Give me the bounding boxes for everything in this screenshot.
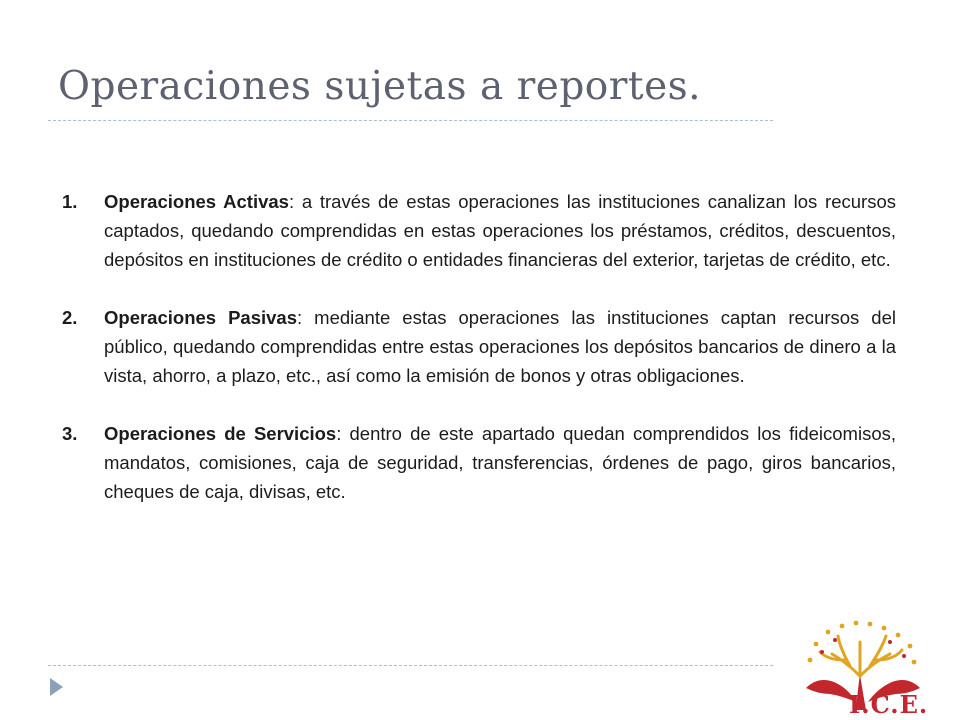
logo-text: I.C.E.	[849, 690, 929, 719]
list-item	[62, 419, 896, 506]
list-item	[62, 303, 896, 390]
slide-title: Operaciones sujetas a reportes.	[58, 64, 702, 109]
item-body	[104, 187, 896, 274]
footer-divider	[48, 665, 773, 666]
logo-stars	[808, 621, 917, 665]
item-text: : dentro de este apartado quedan comprendidos los fideicomisos, mandatos, comisiones, caja de seguridad, transferencias, órdenes de pago, giros bancarios, cheques de caja, divisas, etc.	[104, 423, 896, 502]
list-item	[62, 187, 896, 274]
item-body	[104, 303, 896, 390]
item-number: 1.	[62, 191, 78, 212]
item-term: Operaciones Pasivas	[104, 307, 298, 328]
item-number: 2.	[62, 307, 78, 328]
operations-list	[62, 187, 896, 535]
triangle-right-icon	[50, 678, 63, 696]
item-number: 3.	[62, 423, 78, 444]
item-term: Operaciones de Servicios	[104, 423, 337, 444]
title-divider	[48, 120, 773, 121]
item-text: : a través de estas operaciones las instituciones canalizan los recursos captados, quedando comprendidas en estas operaciones los préstamos, créditos, descuentos, depósitos en instituciones de crédito o entidades financieras del exterior, tarjetas de crédito, etc.	[104, 191, 896, 270]
item-term: Operaciones Activas	[104, 191, 289, 212]
item-text: : mediante estas operaciones las instituciones captan recursos del público, quedando comprendidas entre estas operaciones los depósitos bancarios de dinero a la vista, ahorro, a plazo, etc., así como la emisión de bonos y otras obligaciones.	[104, 307, 896, 386]
item-body	[104, 419, 896, 506]
